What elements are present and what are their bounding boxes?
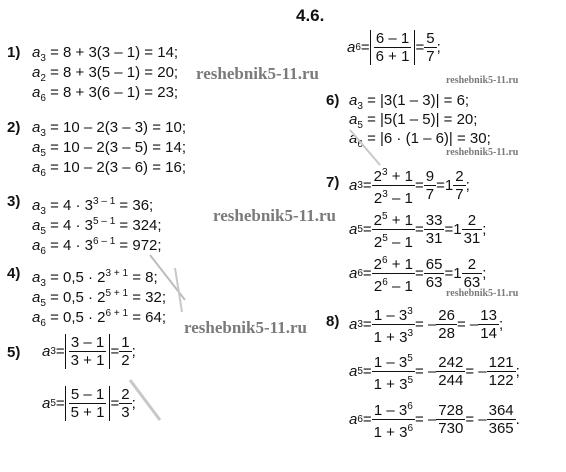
part-label: 6) [326,92,340,109]
watermark: reshebnik5-11.ru [184,318,307,337]
equation-line: $a_5 = 10 - 2(3 - 5) = 14$; [32,139,187,159]
part-label: 8) [326,313,340,330]
equation-line: $a_3 = 10 - 2(3 - 3) = 10$; [32,119,187,139]
equation-line: a 3 = $\frac{2^3 + 1}{2^3 - 1}$ = $\frac{9}{7}$ = 1 $\frac{2}{7}$ ; [349,164,470,207]
equation-line: $a_6 = 8 + 3(6 - 1) = 23$; [32,84,179,104]
equation-line: a 5 = $\frac{1 - 3^5}{1 + 3^5}$ = – $\frac{242}{244}$ = – $\frac{121}{122}$ ; [349,350,520,393]
equation-line: $a_6 = 0,5 \cdot 2^{6 + 1} = 64$; [32,308,167,329]
watermark: reshebnik5-11.ru [446,75,519,86]
equation-line: a 5 = $\frac{2^5 + 1}{2^5 - 1}$ = $\frac{33}{31}$ = 1 $\frac{2}{31}$ ; [349,208,486,251]
equation-line: $a_6 = 10 - 2(3 - 6) = 16$; [32,159,187,179]
part-label: 4) [7,265,21,282]
equation-line: $a_3 = 0,5 \cdot 2^{3 + 1} = 8$; [32,268,158,289]
equation-line: $a_3 = |3(1 - 3)| = 6$; [349,92,470,112]
equation-line: a 6 = $\frac{1 - 3^6}{1 + 3^6}$ = – $\frac{728}{730}$ = – $\frac{364}{365}$ . [349,398,520,441]
equation-line: $a_5 = 4 \cdot 3^{5 - 1} = 324$; [32,216,162,237]
part-label: 7) [326,174,340,191]
equation-line: a 5 = $\frac{5 - 1}{5 + 1}$ = $\frac{2}{3}$ ; [42,386,136,421]
equation-line: $a_5 = |5(1 - 5)| = 20$; [349,111,478,131]
watermark: reshebnik5-11.ru [446,288,519,299]
equation-line: a 3 = $\frac{1 - 3^3}{1 + 3^3}$ = – $\frac{26}{28}$ = – $\frac{13}{14}$ ; [349,303,503,346]
equation-line: a 3 = $\frac{3 - 1}{3 + 1}$ = $\frac{1}{2}$ ; [42,334,136,369]
part-label: 5) [7,344,21,361]
part-label: 3) [7,193,21,210]
part-label: 2) [7,119,21,136]
equation-line: $a_6 = 4 \cdot 3^{6 - 1} = 972$; [32,236,162,257]
equation-line: a 6 = $\frac{6 - 1}{6 + 1}$ = $\frac{5}{7}$ ; [347,30,441,65]
equation-line: a 6 = $\frac{2^6 + 1}{2^6 - 1}$ = $\frac{65}{63}$ = 1 $\frac{2}{63}$ ; [349,252,486,295]
equation-line: $a_2 = 8 + 3(5 - 1) = 20$; [32,64,179,84]
equation-line: $a_3 = 8 + 3(3 - 1) = 14$; [32,44,179,64]
watermark: reshebnik5-11.ru [213,206,336,225]
equation-line: $a_3 = 4 \cdot 3^{3 - 1} = 36$; [32,196,154,217]
problem-number: 4.6. [296,6,325,25]
watermark: reshebnik5-11.ru [446,147,519,158]
equation-line: $a_6 = |6 \cdot (1 - 6)| = 30$; [349,130,491,150]
part-label: 1) [7,44,21,61]
watermark: reshebnik5-11.ru [196,64,319,83]
equation-line: $a_5 = 0,5 \cdot 2^{5 + 1} = 32$; [32,288,167,309]
